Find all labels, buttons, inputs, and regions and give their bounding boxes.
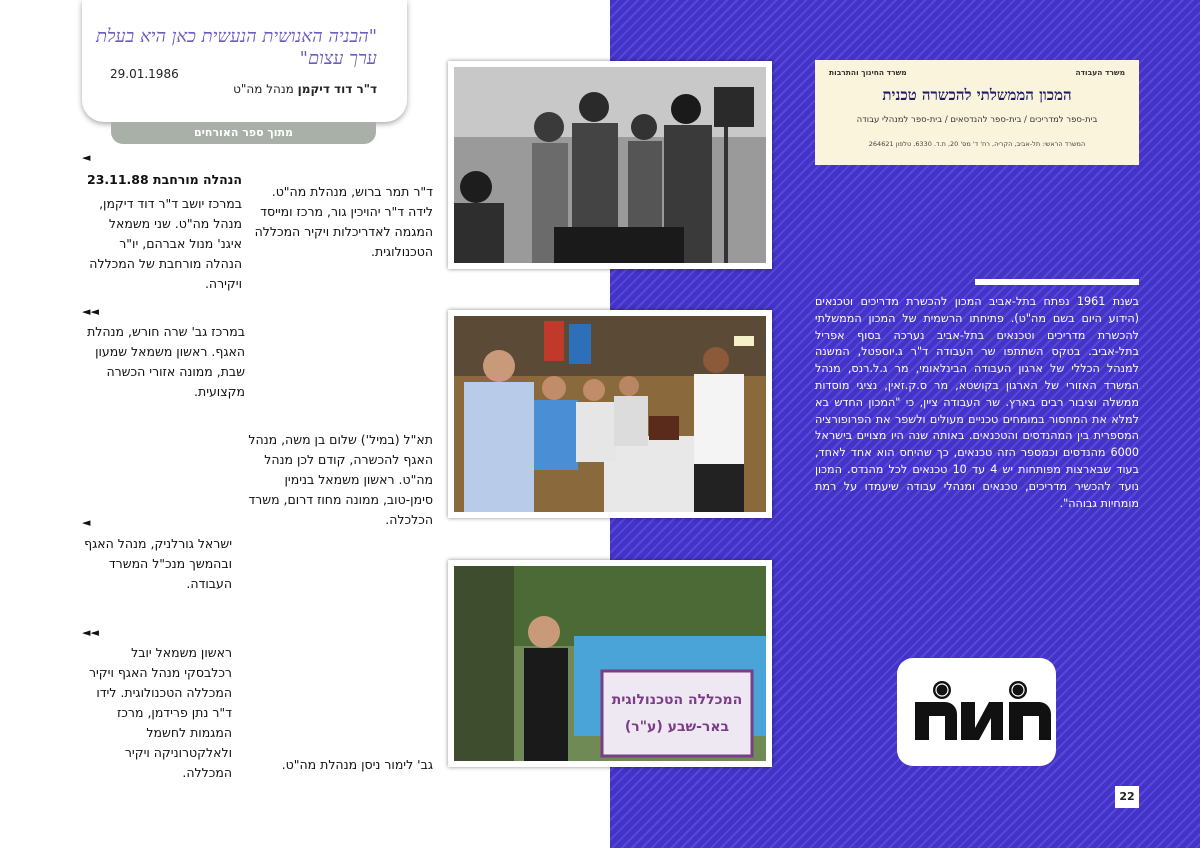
quote-author-name: ד"ר דוד דיקמן [297, 82, 377, 96]
caption-7: גב' לימור ניסן מנהלת מה"ט. [281, 757, 433, 772]
letterhead-schools: בית-ספר למדריכים / בית-ספר להנדסאים / בית-ספר למנהלי עבודה [856, 115, 1098, 125]
guestbook-tab: מתוך ספר האורחים [111, 122, 376, 144]
photo-ceremony-image [454, 316, 766, 512]
institute-letterhead [815, 60, 1139, 165]
quote-author-role: מנהל מה"ט [233, 82, 294, 96]
photo-speech-image [454, 566, 766, 761]
quote-text: "הבניה האנושית הנעשית כאן היא בעלת ערך עצום" [95, 26, 377, 69]
arrow-icon: ◄ [82, 516, 91, 529]
quote-date: 29.01.1986 [110, 67, 179, 81]
caption-4: תא"ל (במיל') שלום בן משה, מנהל האגף להכשרה, קודם לכן מנהל מה"ט. ראשון משמאל בנימין סימן-טוב, ממונה מחוז דרום, משרד הכלכלה. [248, 432, 433, 527]
letterhead-ministries [815, 68, 1139, 77]
arrow-icon: ◄ [82, 151, 91, 164]
caption-6: ראשון משמאל יובל רכלבסקי מנהל האגף ויקיר המכללה הטכנולוגית. לידו ד"ר נתן פרידמן, מרכז המגמות לחשמל ולאלקטרוניקה ויקיר המכללה. [88, 645, 232, 780]
photo-bw-handshake [448, 61, 772, 269]
history-text: בשנת 1961 נפתח בתל-אביב המכון להכשרת מדריכים וטכנאים (הידוע היום בשם מה"ט). פתיחתו הרשמית של המכון הממשלתי להכשרת מדריכים וטכנאים בתל-אביב נערכה בסוף אפריל בתל-אביב. בטקס השתתפו שר העבודה ד"ר ג.יוספטל, המשנה למנהל הכללי של ארגון העבודה הבינלאומי, מר ג.ל.רנס, מנהל המשרד האזורי של הארגון בקושטא, מר ס.ק.זאין, נציגי מוסדות ממשלה וציבור רבים בארץ. שר העבודה ציין, כי "המכון החדש בא למלא את המחסור במומחים טכניים מעולים ולשפר את הפרופורציה המספרית בין המהנדסים והטכנאים. באותה שנה היו מצויים בישראל 6000 מהנדסים וכמספר הזה טכנאים, כך שהיחס הוא אחד לאחד, בעוד שבארצות מפותחות יש 4 עד 10 טכנאים לכל מהנדס. המכון נועד להכשיר מדריכים, טכנאים ומנהלי עבודה שיעמדו על רמת מומחיות גבוהה". [815, 295, 1139, 510]
double-arrow-icon: ◄◄ [82, 626, 99, 639]
body-divider [975, 279, 1139, 285]
caption-1-title: הנהלה מורחבת 23.11.88 [87, 172, 242, 187]
letterhead-institute: המכון הממשלתי להכשרה טכנית [882, 86, 1072, 104]
caption-3: במרכז גב' שרה חורש, מנהלת האגף. ראשון משמאל שמעון שבת, ממונה אזורי הכשרה מקצועית. [87, 324, 245, 399]
photo-bw-image [454, 67, 766, 263]
letterhead-address: המשרד הראשי: תל-אביב, הקריה, רח' ד' מס' 20, ת.ד. 6330, טלפון 264621 [868, 140, 1086, 148]
podium-sign-line1: המכללה הטכנולוגית [611, 692, 743, 708]
caption-1-body: במרכז יושב ד"ר דוד דיקמן, מנהל מה"ט. שני משמאל איגנ' מנול אברהם, יו"ר הנהלה מורחבת של המכללה ויקירה. [89, 196, 242, 291]
podium-sign-line2: באר-שבע (ע"ר) [624, 719, 730, 735]
caption-2: ד"ר תמר ברוש, מנהלת מה"ט. לידה ד"ר יהויכין גור, מרכז ומייסד המגמה לאדריכלות ויקיר המכללה הטכנולוגית. [254, 184, 433, 259]
double-arrow-icon: ◄◄ [82, 305, 99, 318]
mahat-logo [897, 658, 1056, 766]
letterhead-ministry-right: משרד החינוך והתרבות [829, 68, 907, 77]
quote-author [233, 82, 377, 96]
letterhead-ministry-left: משרד העבודה [1075, 68, 1125, 77]
page-number: 22 [1115, 786, 1139, 808]
quote-box [82, 0, 407, 122]
mahat-logo-icon [897, 658, 1056, 766]
caption-5: ישראל גורלניק, מנהל האגף ובהמשך מנכ"ל המשרד העבודה. [84, 536, 232, 591]
photo-ceremony [448, 310, 772, 518]
photo-speech [448, 560, 772, 767]
